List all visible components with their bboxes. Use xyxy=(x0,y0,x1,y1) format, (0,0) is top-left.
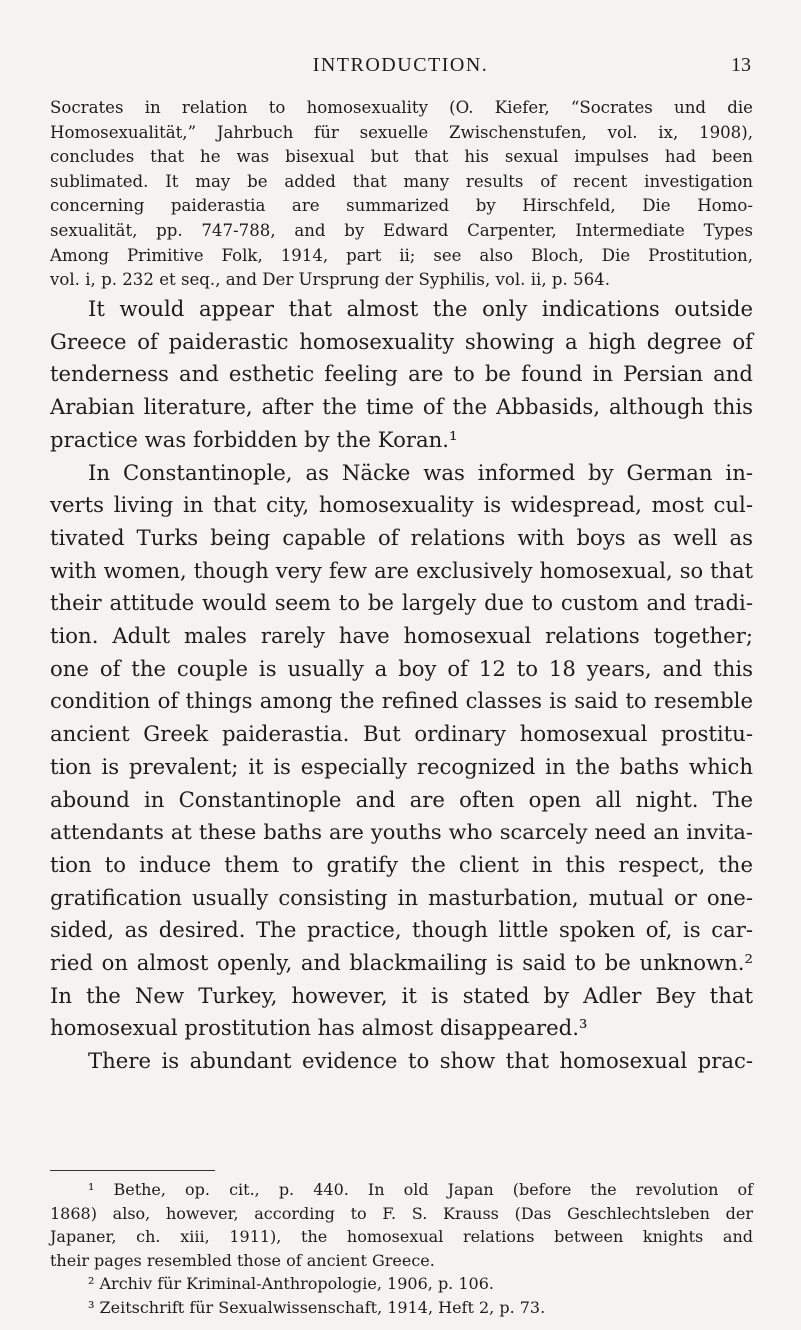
body-line: Arabian literature, after the time of the Abbasids, although this xyxy=(50,394,753,420)
footnote-line: ³ Zeitschrift für Sexualwissenschaft, 1914, Heft 2, p. 73. xyxy=(88,1297,546,1317)
body-line: one of the couple is usually a boy of 12 to 18 years, and this xyxy=(50,655,753,681)
body-line: sided, as desired. The practice, though little spoken of, is car- xyxy=(50,917,753,943)
body-line: Greece of paiderastic homosexuality showing a high degree of xyxy=(50,328,753,354)
body-line: their attitude would seem to be largely due to custom and tradi- xyxy=(50,590,753,616)
footnote-line: their pages resembled those of ancient Greece. xyxy=(50,1250,435,1270)
body-line: practice was forbidden by the Koran.¹ xyxy=(50,426,458,452)
body-line: tion to induce them to gratify the client in this respect, the xyxy=(50,851,753,877)
note-line: sexualität, pp. 747-788, and by Edward Carpenter, Intermediate Types xyxy=(50,220,753,240)
footnote-line: Japaner, ch. xiii, 1911), the homosexual relations between knights and xyxy=(50,1227,753,1246)
body-line: ried on almost openly, and blackmailing is said to be unknown.² xyxy=(50,950,753,976)
footnote-rule xyxy=(50,1170,215,1171)
page-number: 13 xyxy=(731,54,751,76)
footnote-line: 1868) also, however, according to F. S. Krauss (Das Geschlechtsleben der xyxy=(50,1203,753,1223)
body-line: tenderness and esthetic feeling are to be found in Persian and xyxy=(50,361,753,387)
body-line: tion. Adult males rarely have homosexual relations together; xyxy=(50,623,753,649)
body-line: with women, though very few are exclusively homosexual, so that xyxy=(50,558,753,583)
footnotes xyxy=(50,1178,753,1319)
note-line: Among Primitive Folk, 1914, part ii; see also Bloch, Die Prostitution, xyxy=(50,245,753,265)
footnote-line: ² Archiv für Kriminal-Anthropologie, 1906, p. 106. xyxy=(88,1274,494,1293)
note-line: concludes that he was bisexual but that his sexual impulses had been xyxy=(50,147,753,167)
continued-note xyxy=(50,96,753,293)
body-line: verts living in that city, homosexuality is widespread, most cul- xyxy=(50,492,753,518)
note-line: Socrates in relation to homosexuality (O. Kiefer, “Socrates und die xyxy=(50,98,753,117)
note-line: sublimated. It may be added that many results of recent investigation xyxy=(50,171,753,191)
running-head: INTRODUCTION. xyxy=(312,54,489,76)
body-line: In the New Turkey, however, it is stated by Adler Bey that xyxy=(50,982,753,1008)
body-line: There is abundant evidence to show that homosexual prac- xyxy=(88,1048,753,1074)
body-line: It would appear that almost the only indications outside xyxy=(88,296,753,321)
note-line: Homosexualität,” Jahrbuch für sexuelle Zwischenstufen, vol. ix, 1908), xyxy=(50,122,753,142)
body-line: tivated Turks being capable of relations with boys as well as xyxy=(50,524,753,550)
paragraph-1 xyxy=(50,293,753,457)
body-line: In Constantinople, as Näcke was informed by German in- xyxy=(88,459,753,485)
footnote-line: ¹ Bethe, op. cit., p. 440. In old Japan (before the revolution of xyxy=(88,1180,753,1199)
body-line: gratification usually consisting in masturbation, mutual or one- xyxy=(50,884,753,910)
page-header xyxy=(0,52,801,82)
paragraph-2 xyxy=(50,457,753,1046)
body-line: ancient Greek paiderastia. But ordinary homosexual prostitu- xyxy=(50,721,753,747)
body-line: tion is prevalent; it is especially recognized in the baths which xyxy=(50,753,753,779)
paragraph-3 xyxy=(50,1045,753,1078)
note-line: vol. i, p. 232 et seq., and Der Ursprung der Syphilis, vol. ii, p. 564. xyxy=(50,270,610,290)
body-line: condition of things among the refined classes is said to resemble xyxy=(50,688,753,714)
body-line: attendants at these baths are youths who scarcely need an invita- xyxy=(50,820,753,845)
body-line: homosexual prostitution has almost disappeared.³ xyxy=(50,1015,588,1041)
note-line: concerning paiderastia are summarized by Hirschfeld, Die Homo- xyxy=(50,196,753,216)
body-text xyxy=(50,293,753,1078)
body-line: abound in Constantinople and are often open all night. The xyxy=(50,786,753,812)
